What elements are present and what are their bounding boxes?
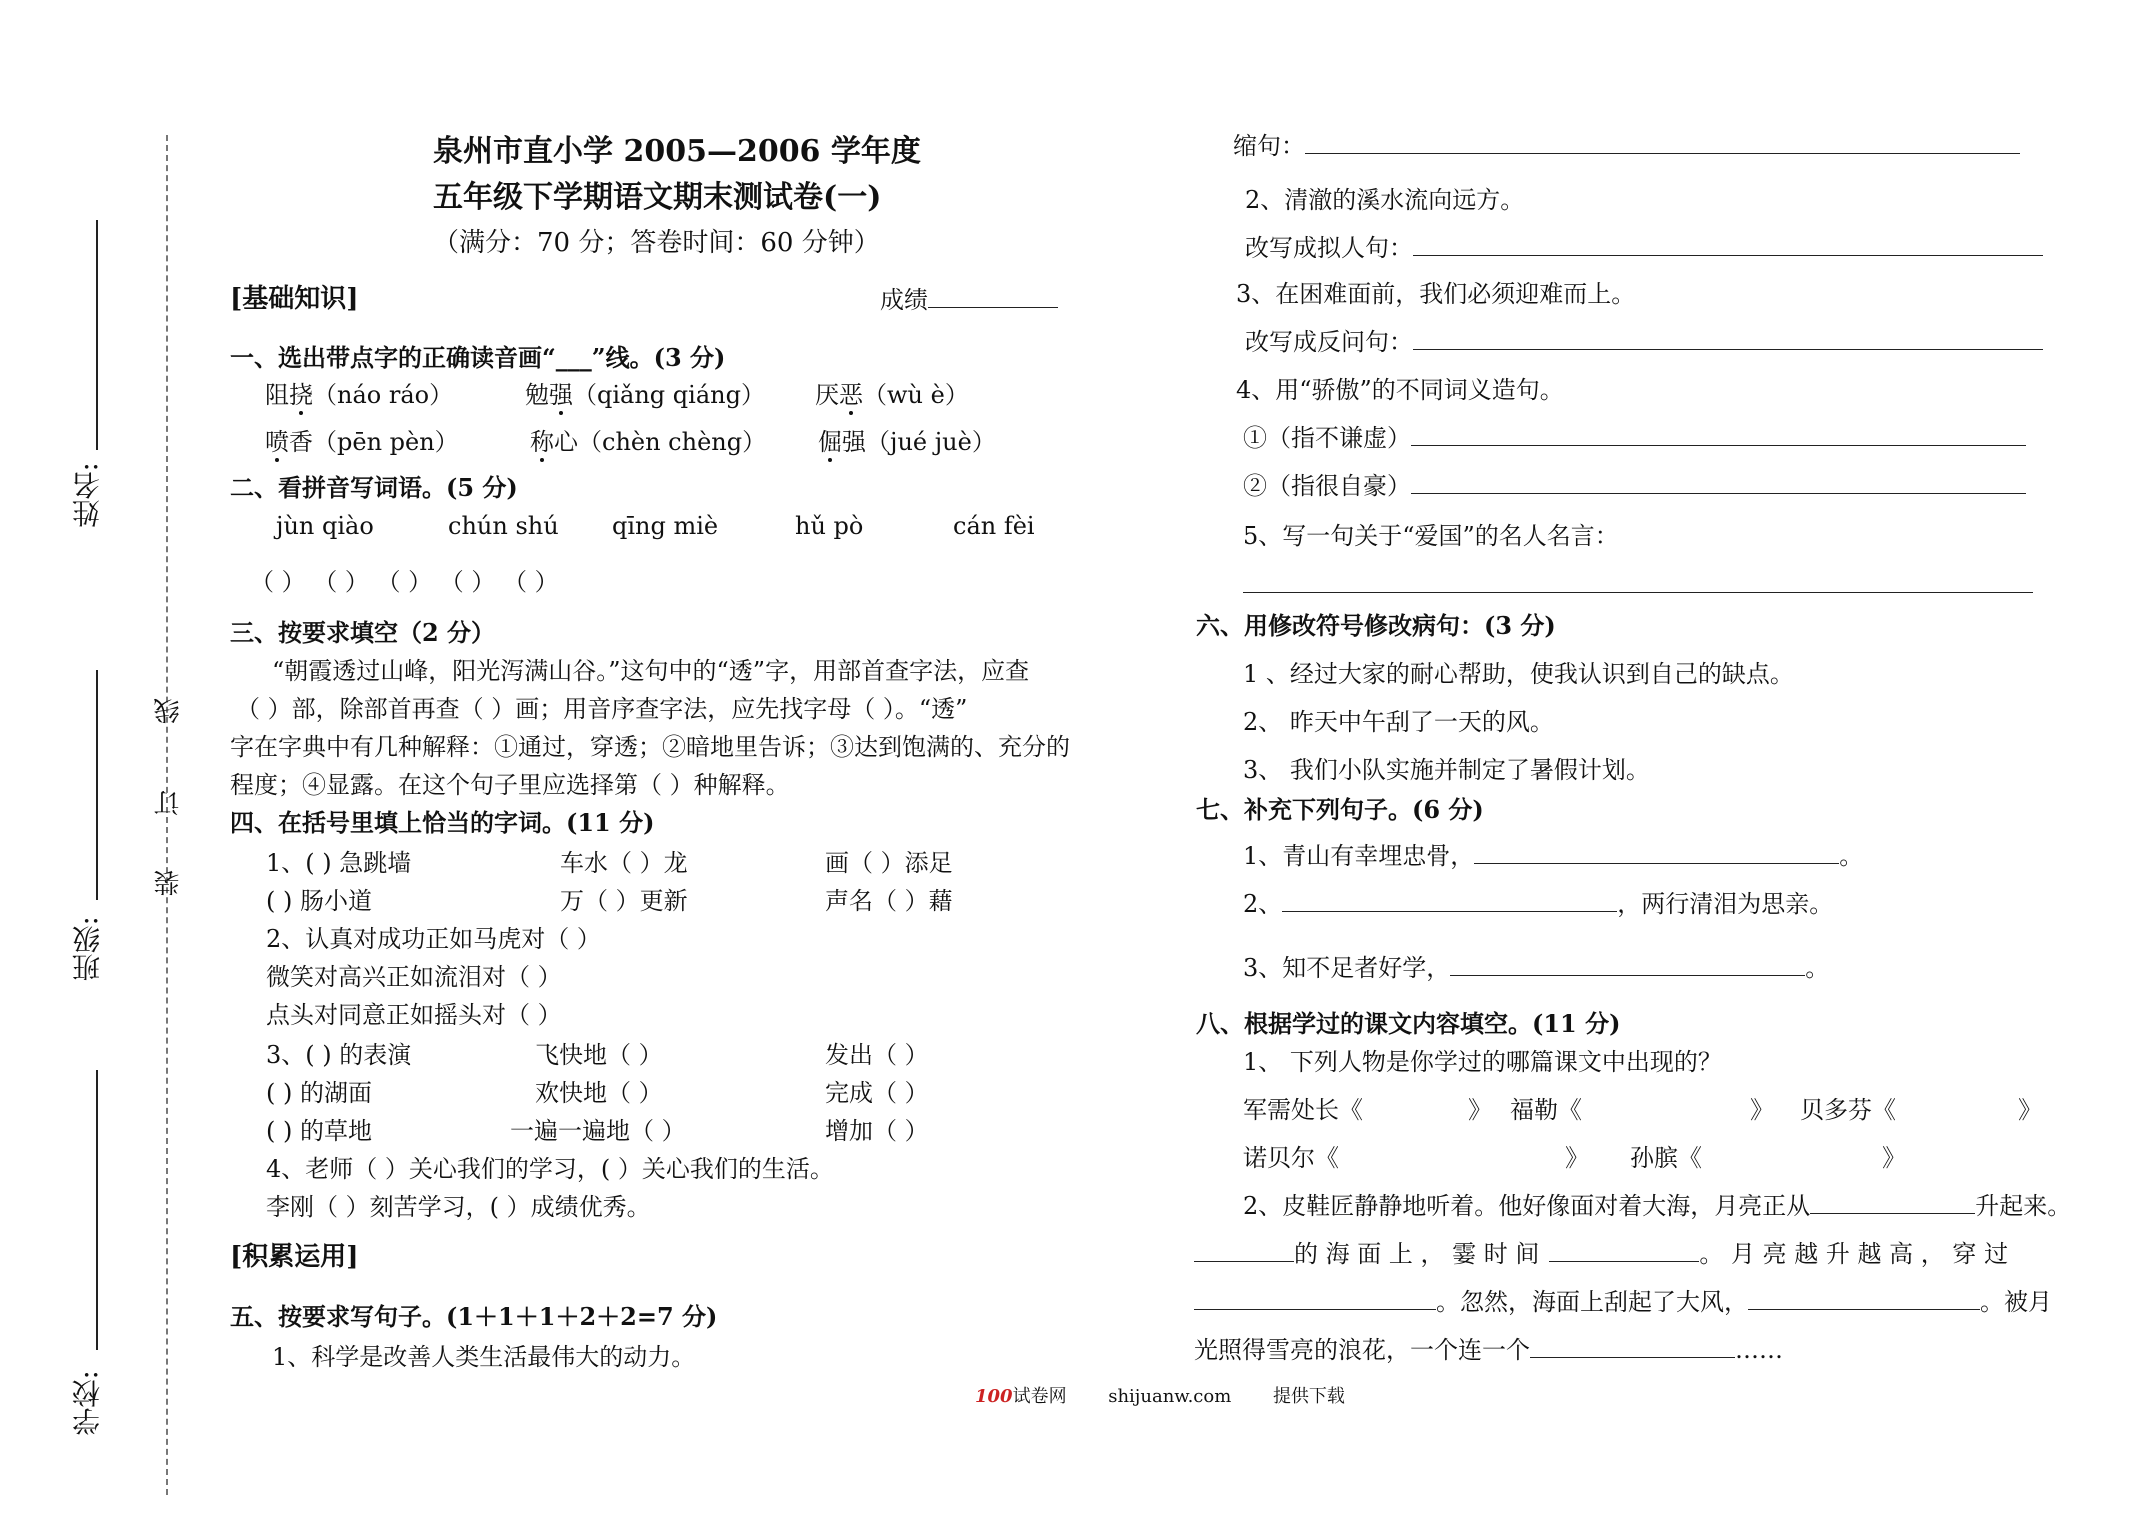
q7-blank-3[interactable] bbox=[1450, 949, 1805, 976]
q8-person-3: 贝多芬《 bbox=[1800, 1096, 1896, 1124]
shrink-answer-line[interactable] bbox=[1305, 127, 2020, 154]
q4-line-8b: 一遍一遍地（ ） bbox=[510, 1117, 686, 1145]
proud-label: ②（指很自豪） bbox=[1243, 472, 1411, 500]
q3-title: 三、按要求填空（2 分） bbox=[230, 618, 496, 647]
site-name: 试卷网 bbox=[1012, 1386, 1067, 1407]
binding-mark-line: 线 bbox=[154, 698, 184, 724]
quote-answer-line[interactable] bbox=[1243, 566, 2033, 593]
q8-blank-3[interactable] bbox=[1549, 1235, 1699, 1262]
q4-line-1a: 1、( ) 急跳墙 bbox=[266, 849, 412, 877]
q5-shrink bbox=[1233, 126, 2020, 161]
proud-answer-line[interactable] bbox=[1411, 467, 2026, 494]
q8-passage-line-2: 的 海 面 上 ， 霎 时 间 。 月 亮 越 升 越 高 ， 穿 过 bbox=[1194, 1234, 2008, 1269]
q4-line-7a: ( ) 的湖面 bbox=[266, 1079, 372, 1107]
q7-item-1: 1、青山有幸埋忠骨， 。 bbox=[1243, 836, 1863, 871]
q5-sentence-1: 1、科学是改善人类生活最伟大的动力。 bbox=[272, 1343, 696, 1371]
q8-blank-6[interactable] bbox=[1530, 1331, 1735, 1358]
q8-item-1: 1、 下列人物是你学过的哪篇课文中出现的？ bbox=[1243, 1048, 1722, 1076]
personify-answer-line[interactable] bbox=[1413, 229, 2043, 256]
q3-line-1: “朝霞透过山峰，阳光泻满山谷。”这句中的“透”字，用部首查字法，应查 bbox=[272, 657, 1030, 685]
class-underline bbox=[96, 670, 98, 900]
score-field bbox=[880, 280, 1058, 315]
class-label: 班级: bbox=[71, 916, 104, 982]
q5-task-2 bbox=[1245, 228, 2043, 263]
q5-task-4a bbox=[1243, 418, 2026, 453]
q7-item-3: 3、知不足者好学， 。 bbox=[1243, 948, 1829, 983]
q5-quote-line bbox=[1243, 566, 2033, 599]
pinyin-2: chún shú bbox=[448, 512, 559, 540]
q1-item-5: 称心（chèn chèng） bbox=[530, 428, 767, 456]
q7-title: 七、补充下列句子。(6 分) bbox=[1196, 795, 1484, 824]
school-label: 学校: bbox=[71, 1370, 104, 1436]
dotted-char: 称 bbox=[530, 428, 554, 456]
q4-line-10: 李刚（ ）刻苦学习，( ）成绩优秀。 bbox=[266, 1193, 651, 1221]
q6-title: 六、用修改符号修改病句：(3 分) bbox=[1196, 611, 1556, 640]
name-underline bbox=[96, 220, 98, 450]
q4-line-8a: ( ) 的草地 bbox=[266, 1117, 372, 1145]
q5-sentence-5: 5、写一句关于“爱国”的名人名言： bbox=[1243, 522, 1619, 550]
pinyin-5: cán fèi bbox=[953, 512, 1035, 540]
q4-title: 四、在括号里填上恰当的字词。(11 分) bbox=[230, 808, 655, 837]
q7-blank-2[interactable] bbox=[1282, 885, 1617, 912]
title-line-1: 泉州市直小学 2005—2006 学年度 bbox=[433, 134, 921, 169]
q4-line-6c: 发出（ ） bbox=[825, 1041, 929, 1069]
q8-close-5: 》 bbox=[1882, 1144, 1906, 1172]
q5-sentence-3: 3、在困难面前，我们必须迎难而上。 bbox=[1236, 280, 1636, 308]
q4-line-8c: 增加（ ） bbox=[825, 1117, 929, 1145]
q8-close-4: 》 bbox=[1565, 1144, 1589, 1172]
score-label: 成绩 bbox=[880, 286, 928, 314]
arrogant-label: ①（指不谦虚） bbox=[1243, 424, 1411, 452]
dotted-char: 挠 bbox=[289, 381, 313, 409]
school-underline bbox=[96, 1070, 98, 1350]
q4-line-2b: 万（ ）更新 bbox=[560, 887, 688, 915]
q8-title: 八、根据学过的课文内容填空。(11 分) bbox=[1196, 1009, 1621, 1038]
q1-item-3: 厌恶（wù è） bbox=[815, 381, 969, 409]
q8-blank-4[interactable] bbox=[1194, 1283, 1436, 1310]
title-line-2: 五年级下学期语文期末测试卷(一) bbox=[433, 180, 882, 215]
dotted-char: 倔 bbox=[818, 428, 842, 456]
q2-title: 二、看拼音写词语。(5 分) bbox=[230, 473, 518, 502]
q6-item-1: 1 、经过大家的耐心帮助，使我认识到自己的缺点。 bbox=[1243, 660, 1794, 688]
pinyin-answer-parens[interactable]: （ ） （ ） （ ） （ ） （ ） bbox=[250, 568, 559, 596]
q1-item-2: 勉强（qiǎng qiáng） bbox=[525, 381, 765, 409]
section-basics: [基础知识] bbox=[230, 284, 359, 314]
q8-passage-line-4: 光照得雪亮的浪花，一个连一个 …… bbox=[1194, 1330, 1783, 1365]
pinyin-1: jùn qiào bbox=[276, 512, 374, 540]
q8-close-1: 》 bbox=[1468, 1096, 1492, 1124]
download-note: 提供下载 bbox=[1272, 1386, 1345, 1407]
q8-person-5: 孙膑《 bbox=[1630, 1144, 1702, 1172]
q1-item-6: 倔强（jué juè） bbox=[818, 428, 996, 456]
binding-mark-ding: 订 bbox=[154, 790, 184, 816]
q1-item-1: 阻挠（náo ráo） bbox=[265, 381, 454, 409]
personify-label: 改写成拟人句： bbox=[1245, 234, 1413, 262]
q5-sentence-4: 4、用“骄傲”的不同词义造句。 bbox=[1236, 376, 1564, 404]
binding-mark-zhuang: 装 bbox=[154, 870, 184, 896]
q4-line-6a: 3、( ) 的表演 bbox=[266, 1041, 412, 1069]
q6-item-2: 2、 昨天中午刮了一天的风。 bbox=[1243, 708, 1554, 736]
arrogant-answer-line[interactable] bbox=[1411, 419, 2026, 446]
footer bbox=[975, 1380, 1345, 1408]
q8-close-2: 》 bbox=[1750, 1096, 1774, 1124]
q8-person-1: 军需处长《 bbox=[1243, 1096, 1363, 1124]
pinyin-3: qīng miè bbox=[612, 512, 719, 540]
site-logo: 100 bbox=[975, 1386, 1013, 1407]
q5-task-3 bbox=[1245, 322, 2043, 357]
q3-line-4: 程度；④显露。在这个句子里应选择第（ ）种解释。 bbox=[230, 771, 790, 799]
q5-title: 五、按要求写句子。(1＋1＋1＋2＋2=7 分) bbox=[230, 1302, 718, 1331]
rhetorical-answer-line[interactable] bbox=[1413, 323, 2043, 350]
q6-item-3: 3、 我们小队实施并制定了暑假计划。 bbox=[1243, 756, 1650, 784]
q5-sentence-2: 2、清澈的溪水流向远方。 bbox=[1245, 186, 1525, 214]
q4-line-1c: 画（ ）添足 bbox=[825, 849, 953, 877]
q3-line-3: 字在字典中有几种解释：①通过，穿透；②暗地里告诉；③达到饱满的、充分的 bbox=[230, 733, 1070, 761]
q8-passage-line-1: 2、皮鞋匠静静地听着。他好像面对着大海，月亮正从 升起来。 bbox=[1243, 1186, 2071, 1221]
dotted-char: 恶 bbox=[839, 381, 863, 409]
q4-line-7c: 完成（ ） bbox=[825, 1079, 929, 1107]
q8-blank-1[interactable] bbox=[1810, 1187, 1975, 1214]
score-blank[interactable] bbox=[928, 281, 1058, 308]
site-url[interactable]: shijuanw.com bbox=[1108, 1386, 1232, 1407]
section-accumulate: [积累运用] bbox=[230, 1242, 359, 1272]
q4-line-3: 2、认真对成功正如马虎对（ ） bbox=[266, 925, 601, 953]
q8-person-2: 福勒《 bbox=[1510, 1096, 1582, 1124]
q8-passage-line-3: 。忽然，海面上刮起了大风， 。被月 bbox=[1194, 1282, 2052, 1317]
dotted-char: 强 bbox=[549, 381, 573, 409]
shrink-label: 缩句： bbox=[1233, 132, 1305, 160]
q5-task-4b bbox=[1243, 466, 2026, 501]
q8-close-3: 》 bbox=[2018, 1096, 2042, 1124]
q3-line-2: （ ）部，除部首再查（ ）画；用音序查字法，应先找字母（ ）。“透” bbox=[236, 695, 968, 723]
q8-blank-2[interactable] bbox=[1194, 1235, 1294, 1262]
exam-subtitle: （满分：70 分；答卷时间：60 分钟） bbox=[433, 228, 880, 258]
q4-line-6b: 飞快地（ ） bbox=[535, 1041, 663, 1069]
q7-blank-1[interactable] bbox=[1474, 837, 1839, 864]
pinyin-4: hǔ pò bbox=[795, 512, 864, 540]
name-label: 姓名: bbox=[71, 462, 104, 528]
q4-line-9: 4、老师（ ）关心我们的学习，( ）关心我们的生活。 bbox=[266, 1155, 834, 1183]
q1-item-4: 喷香（pēn pèn） bbox=[265, 428, 459, 456]
q4-line-4: 微笑对高兴正如流泪对（ ） bbox=[266, 963, 562, 991]
q4-line-1b: 车水（ ）龙 bbox=[560, 849, 688, 877]
q4-line-5: 点头对同意正如摇头对（ ） bbox=[266, 1001, 562, 1029]
q8-blank-5[interactable] bbox=[1748, 1283, 1980, 1310]
q7-item-2: 2、 ，两行清泪为思亲。 bbox=[1243, 884, 1833, 919]
q8-person-4: 诺贝尔《 bbox=[1243, 1144, 1339, 1172]
q4-line-7b: 欢快地（ ） bbox=[535, 1079, 663, 1107]
q4-line-2c: 声名（ ）藉 bbox=[825, 887, 953, 915]
rhetorical-label: 改写成反问句： bbox=[1245, 328, 1413, 356]
q1-title: 一、选出带点字的正确读音画“___”线。(3 分) bbox=[230, 343, 726, 372]
dotted-char: 喷 bbox=[265, 428, 289, 456]
q4-line-2a: ( ) 肠小道 bbox=[266, 887, 372, 915]
